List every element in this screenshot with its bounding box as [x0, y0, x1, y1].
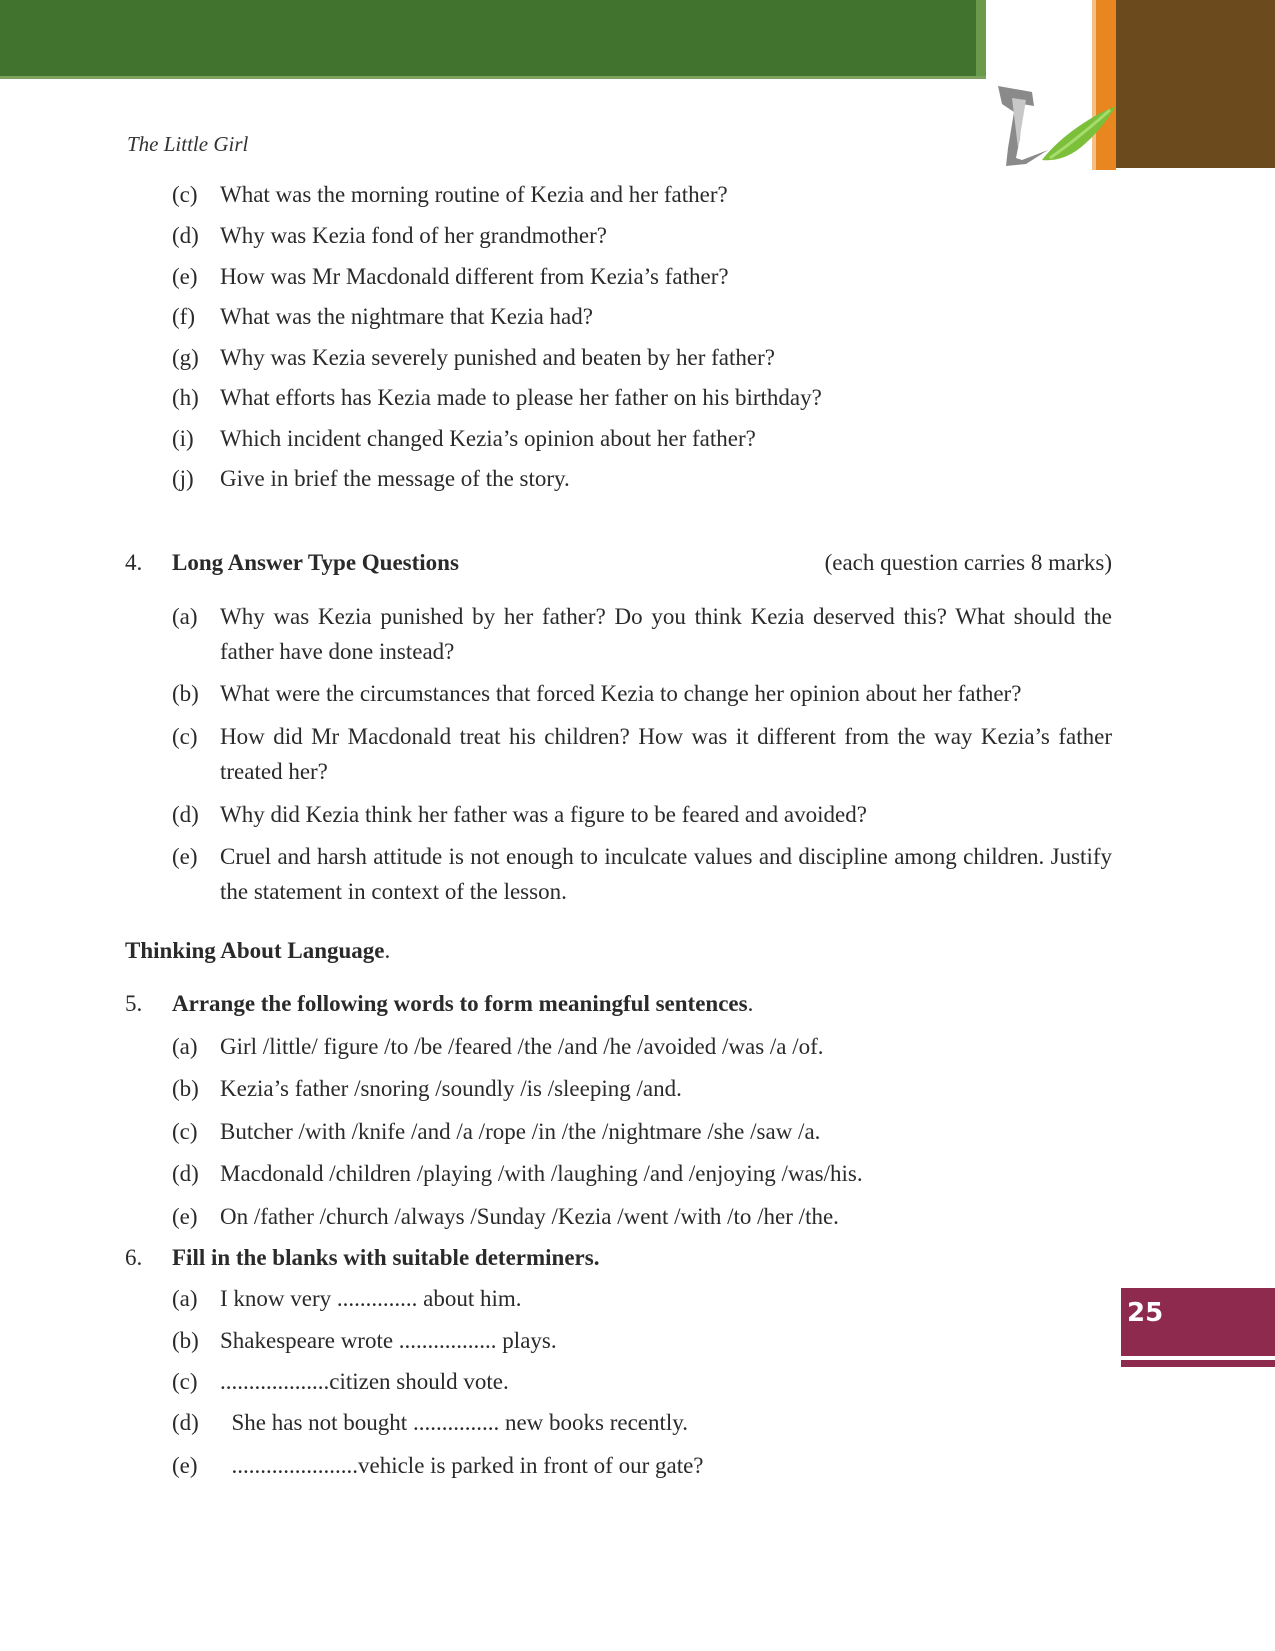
- item-label: (a): [172, 604, 198, 629]
- question-title-tail: .: [747, 991, 754, 1016]
- item-text: ...................citizen should vote.: [220, 1369, 509, 1394]
- item-text: Give in brief the message of the story.: [220, 466, 570, 491]
- item-label: (c): [172, 724, 198, 749]
- item-text: Why was Kezia severely punished and beaten by her father?: [220, 345, 775, 370]
- item-label: (g): [172, 345, 199, 370]
- item-text: How did Mr Macdonald treat his children? How was it different from the way Kezia’s father treated her?: [220, 724, 1112, 784]
- question-heading: [172, 986, 753, 1021]
- item-label: (c): [172, 1119, 198, 1144]
- header-band: [0, 0, 986, 76]
- chapter-title: The Little Girl: [127, 132, 249, 156]
- leaf-logo-icon: [992, 78, 1172, 174]
- question-number: 4.: [125, 550, 143, 575]
- item-label: (d): [172, 1161, 199, 1186]
- item-label: (d): [172, 802, 199, 827]
- header-band-edge: [976, 0, 986, 76]
- item-text: Cruel and harsh attitude is not enough to inculcate values and discipline among children. Justify the statement in context of the lesson.: [220, 844, 1112, 904]
- item-text: Girl /little/ figure /to /be /feared /the /and /he /avoided /was /a /of.: [220, 1034, 824, 1059]
- list-item: [172, 839, 1112, 909]
- item-text: On /father /church /always /Sunday /Kezia /went /with /to /her /the.: [220, 1204, 839, 1229]
- question-number: 5.: [125, 991, 143, 1016]
- item-label: (i): [172, 426, 194, 451]
- item-label: (a): [172, 1286, 198, 1311]
- item-text: ......................vehicle is parked in front of our gate?: [220, 1453, 704, 1478]
- item-text: I know very .............. about him.: [220, 1286, 522, 1311]
- item-text: Which incident changed Kezia’s opinion about her father?: [220, 426, 756, 451]
- item-text: Shakespeare wrote ................. plays.: [220, 1328, 557, 1353]
- item-text: Why did Kezia think her father was a figure to be feared and avoided?: [220, 802, 867, 827]
- item-text: Butcher /with /knife /and /a /rope /in /the /nightmare /she /saw /a.: [220, 1119, 821, 1144]
- item-text: Why was Kezia fond of her grandmother?: [220, 223, 608, 248]
- question-number: 6.: [125, 1245, 143, 1270]
- item-label: (d): [172, 1410, 199, 1435]
- item-text: How was Mr Macdonald different from Kezia’s father?: [220, 264, 729, 289]
- item-text: What was the morning routine of Kezia and her father?: [220, 182, 728, 207]
- marks-note: (each question carries 8 marks): [824, 550, 1112, 575]
- list-item: [172, 599, 1112, 669]
- section-title: Thinking About Language: [125, 938, 385, 963]
- item-label: (e): [172, 264, 198, 289]
- item-text: What was the nightmare that Kezia had?: [220, 304, 593, 329]
- item-text: Macdonald /children /playing /with /laughing /and /enjoying /was/his.: [220, 1161, 863, 1186]
- question-title: Long Answer Type Questions: [172, 550, 459, 575]
- section-title-tail: .: [384, 938, 391, 963]
- item-text: Why was Kezia punished by her father? Do you think Kezia deserved this? What should the father have done instead?: [220, 604, 1112, 664]
- item-label: (e): [172, 1204, 198, 1229]
- item-label: (c): [172, 182, 198, 207]
- item-label: (b): [172, 1076, 199, 1101]
- page-number: 25: [1127, 1298, 1164, 1328]
- item-text: What efforts has Kezia made to please her father on his birthday?: [220, 385, 822, 410]
- item-text: Kezia’s father /snoring /soundly /is /sleeping /and.: [220, 1076, 682, 1101]
- question-title: Arrange the following words to form meaningful sentences: [172, 991, 748, 1016]
- item-label: (f): [172, 304, 195, 329]
- item-label: (a): [172, 1034, 198, 1059]
- item-label: (d): [172, 223, 199, 248]
- item-label: (e): [172, 844, 198, 869]
- item-text: What were the circumstances that forced Kezia to change her opinion about her father?: [220, 681, 1022, 706]
- item-label: (h): [172, 385, 199, 410]
- item-label: (j): [172, 466, 194, 491]
- item-label: (e): [172, 1453, 198, 1478]
- page-number-rule: [1121, 1360, 1275, 1367]
- item-label: (c): [172, 1369, 198, 1394]
- item-label: (b): [172, 1328, 199, 1353]
- list-item: [172, 719, 1112, 789]
- header-band-rule: [0, 76, 986, 79]
- item-label: (b): [172, 681, 199, 706]
- item-text: She has not bought ............... new books recently.: [220, 1410, 689, 1435]
- section-heading: [125, 933, 390, 968]
- question-title: Fill in the blanks with suitable determiners.: [172, 1245, 600, 1270]
